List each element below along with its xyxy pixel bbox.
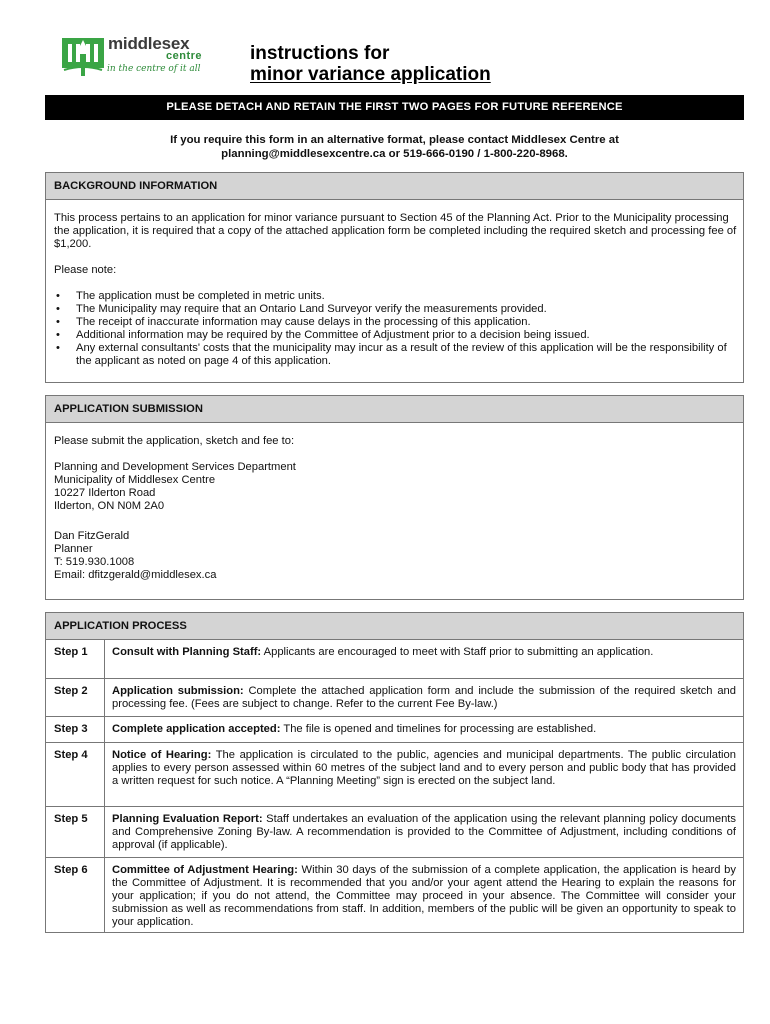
address-line: Municipality of Middlesex Centre	[54, 474, 216, 486]
contact-name: Dan FitzGerald	[54, 530, 130, 542]
process-heading: APPLICATION PROCESS	[46, 613, 743, 640]
bullet-item: • The Municipality may require that an Ontario Land Surveyor verify the measurements provided.	[54, 303, 742, 316]
step-description	[105, 640, 743, 678]
submission-intro: Please submit the application, sketch and fee to:	[54, 435, 295, 447]
bullet-item: • The application must be completed in metric units.	[54, 290, 742, 303]
step-title: Committee of Adjustment Hearing:	[112, 864, 298, 876]
alt-format-line-2: planning@middlesexcentre.ca or 519-666-0190 / 1-800-220-8968.	[221, 147, 568, 160]
logo-leaf-icon	[62, 36, 104, 78]
submission-section	[45, 395, 744, 600]
middlesex-centre-logo	[62, 34, 222, 80]
step-label: Step 3	[46, 717, 105, 742]
background-section	[45, 172, 744, 383]
table-row	[46, 857, 743, 933]
step-description	[105, 717, 743, 742]
step-label: Step 4	[46, 743, 105, 806]
step-text: Complete the attached application form and include the submission of the required sketch and processing fee. (Fees are subject to change. Refer to the current Fee By-law.)	[112, 685, 736, 710]
submission-address	[54, 461, 296, 513]
title-line-1: instructions for	[250, 43, 390, 64]
table-row	[46, 640, 743, 678]
table-row	[46, 678, 743, 716]
document-title	[250, 43, 491, 85]
step-title: Complete application accepted:	[112, 723, 281, 735]
address-line: Ilderton, ON N0M 2A0	[54, 500, 165, 512]
step-description	[105, 743, 743, 806]
contact-role: Planner	[54, 543, 93, 555]
submission-contact	[54, 530, 216, 582]
contact-email: Email: dfitzgerald@middlesex.ca	[54, 569, 217, 581]
title-line-2: minor variance application	[250, 64, 491, 85]
table-row	[46, 716, 743, 742]
step-text: Within 30 days of the submission of a complete application, the application is heard by the Committee of Adjustment. It is recommended that you and/or your agent attend the Hearing to explain the reasons for your application; if you do not attend, the Committee may proceed in your absence. The Committee will consider your submission as well as recommendations from staff. In addition, members of the public will be given an opportunity to speak to your application.	[112, 864, 736, 928]
logo-tagline: in the centre of it all	[107, 64, 201, 74]
step-text: Applicants are encouraged to meet with Staff prior to submitting an application.	[263, 646, 654, 658]
step-description	[105, 679, 743, 716]
detach-banner: PLEASE DETACH AND RETAIN THE FIRST TWO PAGES FOR FUTURE REFERENCE	[45, 95, 744, 120]
bullet-item: • The receipt of inaccurate information may cause delays in the processing of this application.	[54, 316, 742, 329]
submission-heading: APPLICATION SUBMISSION	[46, 396, 743, 423]
step-label: Step 2	[46, 679, 105, 716]
logo-name: middlesex	[108, 34, 190, 53]
table-row	[46, 806, 743, 857]
step-title: Notice of Hearing:	[112, 749, 212, 761]
step-title: Planning Evaluation Report:	[112, 813, 263, 825]
process-section	[45, 612, 744, 933]
bullet-item: • Additional information may be required by the Committee of Adjustment prior to a decision being issued.	[54, 329, 742, 342]
step-text: Staff undertakes an evaluation of the application using the relevant planning policy documents and Comprehensive Zoning By-law. A recommendation is provided to the Committee of Adjustment, including conditions of approval (if applicable).	[112, 813, 736, 851]
table-row	[46, 742, 743, 806]
step-title: Consult with Planning Staff:	[112, 646, 262, 658]
step-title: Application submission:	[112, 685, 244, 697]
background-bullet-list	[54, 290, 742, 368]
step-label: Step 5	[46, 807, 105, 857]
background-intro: This process pertains to an application for minor variance pursuant to Section 45 of the Planning Act. Prior to the Municipality processing the application, it is required that a copy of the attached application form be completed including the required sketch and processing fee of $1,200.	[54, 212, 737, 250]
please-note-label: Please note:	[54, 264, 117, 276]
address-line: Planning and Development Services Department	[54, 461, 296, 473]
step-description	[105, 858, 743, 933]
address-line: 10227 Ilderton Road	[54, 487, 156, 499]
step-label: Step 1	[46, 640, 105, 678]
step-text: The file is opened and timelines for processing are established.	[283, 723, 597, 735]
contact-phone: T: 519.930.1008	[54, 556, 135, 568]
alt-format-line-1: If you require this form in an alternative format, please contact Middlesex Centre at	[170, 134, 619, 146]
process-steps-table	[46, 640, 743, 933]
logo-sub: centre	[166, 50, 203, 62]
alt-format-note	[45, 134, 744, 161]
step-text: The application is circulated to the public, agencies and municipal departments. The public circulation applies to every person assessed within 60 metres of the subject land and to every person and public body that has provided a written request for such notice. A “Planning Meeting” sign is erected on the subject land.	[112, 749, 736, 787]
step-label: Step 6	[46, 858, 105, 933]
background-heading: BACKGROUND INFORMATION	[46, 173, 743, 200]
bullet-item: • Any external consultants' costs that the municipality may incur as a result of the review of this application will be the responsibility of the applicant as noted on page 4 of this application.	[54, 342, 742, 368]
step-description	[105, 807, 743, 857]
